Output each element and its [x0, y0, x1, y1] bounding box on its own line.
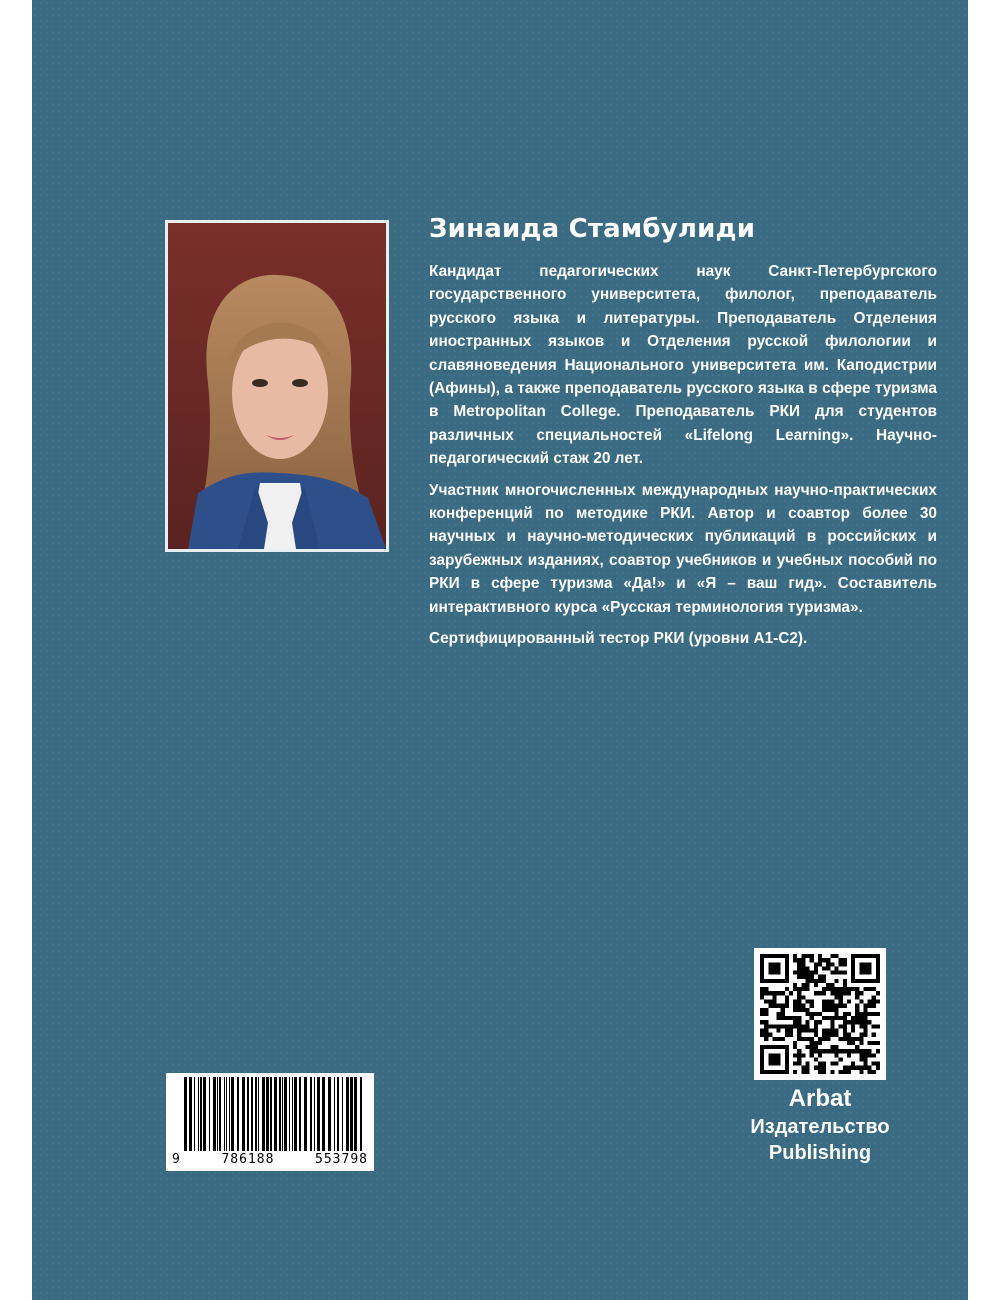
bio-paragraph-1: Кандидат педагогических наук Санкт-Петербургского государственного университета, филолог, преподаватель русского языка и литературы. Преподаватель Отделения иностранных языков и Отделения русской филологии и славяноведения Национального университета им. Каподистрии (Афины), а также преподаватель русского языка в сфере туризма в Metropolitan College. Преподаватель РКИ для студентов различных специальностей «Lifelong Learning». Научно-педагогический стаж 20 лет. [429, 263, 937, 468]
publisher-block [738, 1084, 902, 1166]
author-photo-frame [165, 220, 389, 552]
qr-code[interactable] [754, 948, 886, 1080]
publisher-label-ru: Издательство [750, 1116, 890, 1138]
bio-paragraph-3: Сертифицированный тестор РКИ (уровни А1-С2). [429, 630, 808, 648]
publisher-label-en: Publishing [768, 1142, 872, 1164]
isbn-group-2: 553798 [315, 1152, 368, 1167]
isbn-first-digit: 9 [172, 1152, 181, 1167]
bio-paragraph-2: Участник многочисленных международных научно-практических конференций по методике РКИ. Автор и соавтор более 30 научных и научно-методических публикаций в российских и зарубежных изданиях, соавтор учебников и учебных пособий по РКИ в сфере туризма «Да!» и «Я – ваш гид». Составитель интерактивного курса «Русская терминология туризма». [429, 481, 937, 616]
isbn-number [172, 1152, 368, 1167]
author-bio [429, 260, 937, 659]
barcode-bars [172, 1077, 368, 1151]
qr-code-icon [760, 954, 880, 1074]
back-cover [32, 0, 968, 1300]
author-name: Зинаида Стамбулиди [429, 214, 756, 244]
isbn-barcode [166, 1073, 374, 1171]
isbn-group-1: 786188 [221, 1152, 275, 1167]
publisher-name: Arbat [788, 1085, 852, 1112]
author-photo [168, 223, 386, 549]
